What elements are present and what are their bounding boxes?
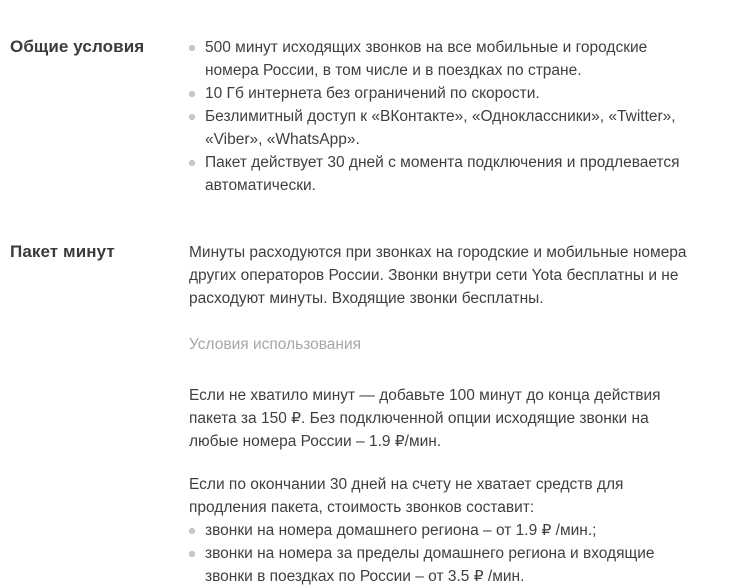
bullet-icon	[189, 114, 195, 120]
minutes-intro-paragraph: Минуты расходуются при звонках на городские и мобильные номера других операторов России. Звонки внутри сети Yota бесплатны и не расходуют минуты. Входящие звонки бесплатны.	[189, 244, 687, 307]
general-conditions-list	[189, 36, 689, 197]
section-minutes-package	[10, 241, 703, 588]
expiry-rates-list	[189, 519, 689, 588]
list-item-text: 500 минут исходящих звонков на все мобильные и городские номера России, в том числе и в поездках по стране.	[205, 39, 648, 79]
section-general-conditions	[10, 36, 703, 197]
extra-minutes-paragraph: Если не хватило минут — добавьте 100 минут до конца действия пакета за 150 ₽. Без подключенной опции исходящие звонки на любые номера России – 1.9 ₽/мин.	[189, 387, 661, 450]
usage-terms-subheading: Условия использования	[189, 336, 362, 353]
list-item	[189, 519, 689, 542]
section-label-minutes: Пакет минут	[10, 242, 115, 261]
section-label-general: Общие условия	[10, 37, 145, 56]
bullet-icon	[189, 160, 195, 166]
bullet-icon	[189, 91, 195, 97]
list-item-text: звонки на номера домашнего региона – от 1.9 ₽ /мин.;	[205, 522, 597, 539]
list-item	[189, 542, 689, 588]
list-item	[189, 36, 689, 82]
list-item	[189, 151, 689, 197]
bullet-icon	[189, 528, 195, 534]
general-conditions-content	[189, 36, 689, 197]
list-item-text: звонки на номера за пределы домашнего региона и входящие звонки в поездках по России – от 3.5 ₽ /мин.	[205, 545, 655, 585]
bullet-icon	[189, 45, 195, 51]
list-item	[189, 82, 689, 105]
bullet-icon	[189, 551, 195, 557]
minutes-package-content	[189, 241, 689, 588]
expiry-paragraph: Если по окончании 30 дней на счету не хватает средств для продления пакета, стоимость звонков составит:	[189, 476, 624, 516]
list-item	[189, 105, 689, 151]
list-item-text: Безлимитный доступ к «ВКонтакте», «Одноклассники», «Twitter», «Viber», «WhatsApp».	[205, 108, 676, 148]
list-item-text: Пакет действует 30 дней с момента подключения и продлевается автоматически.	[205, 154, 680, 194]
list-item-text: 10 Гб интернета без ограничений по скорости.	[205, 85, 540, 102]
